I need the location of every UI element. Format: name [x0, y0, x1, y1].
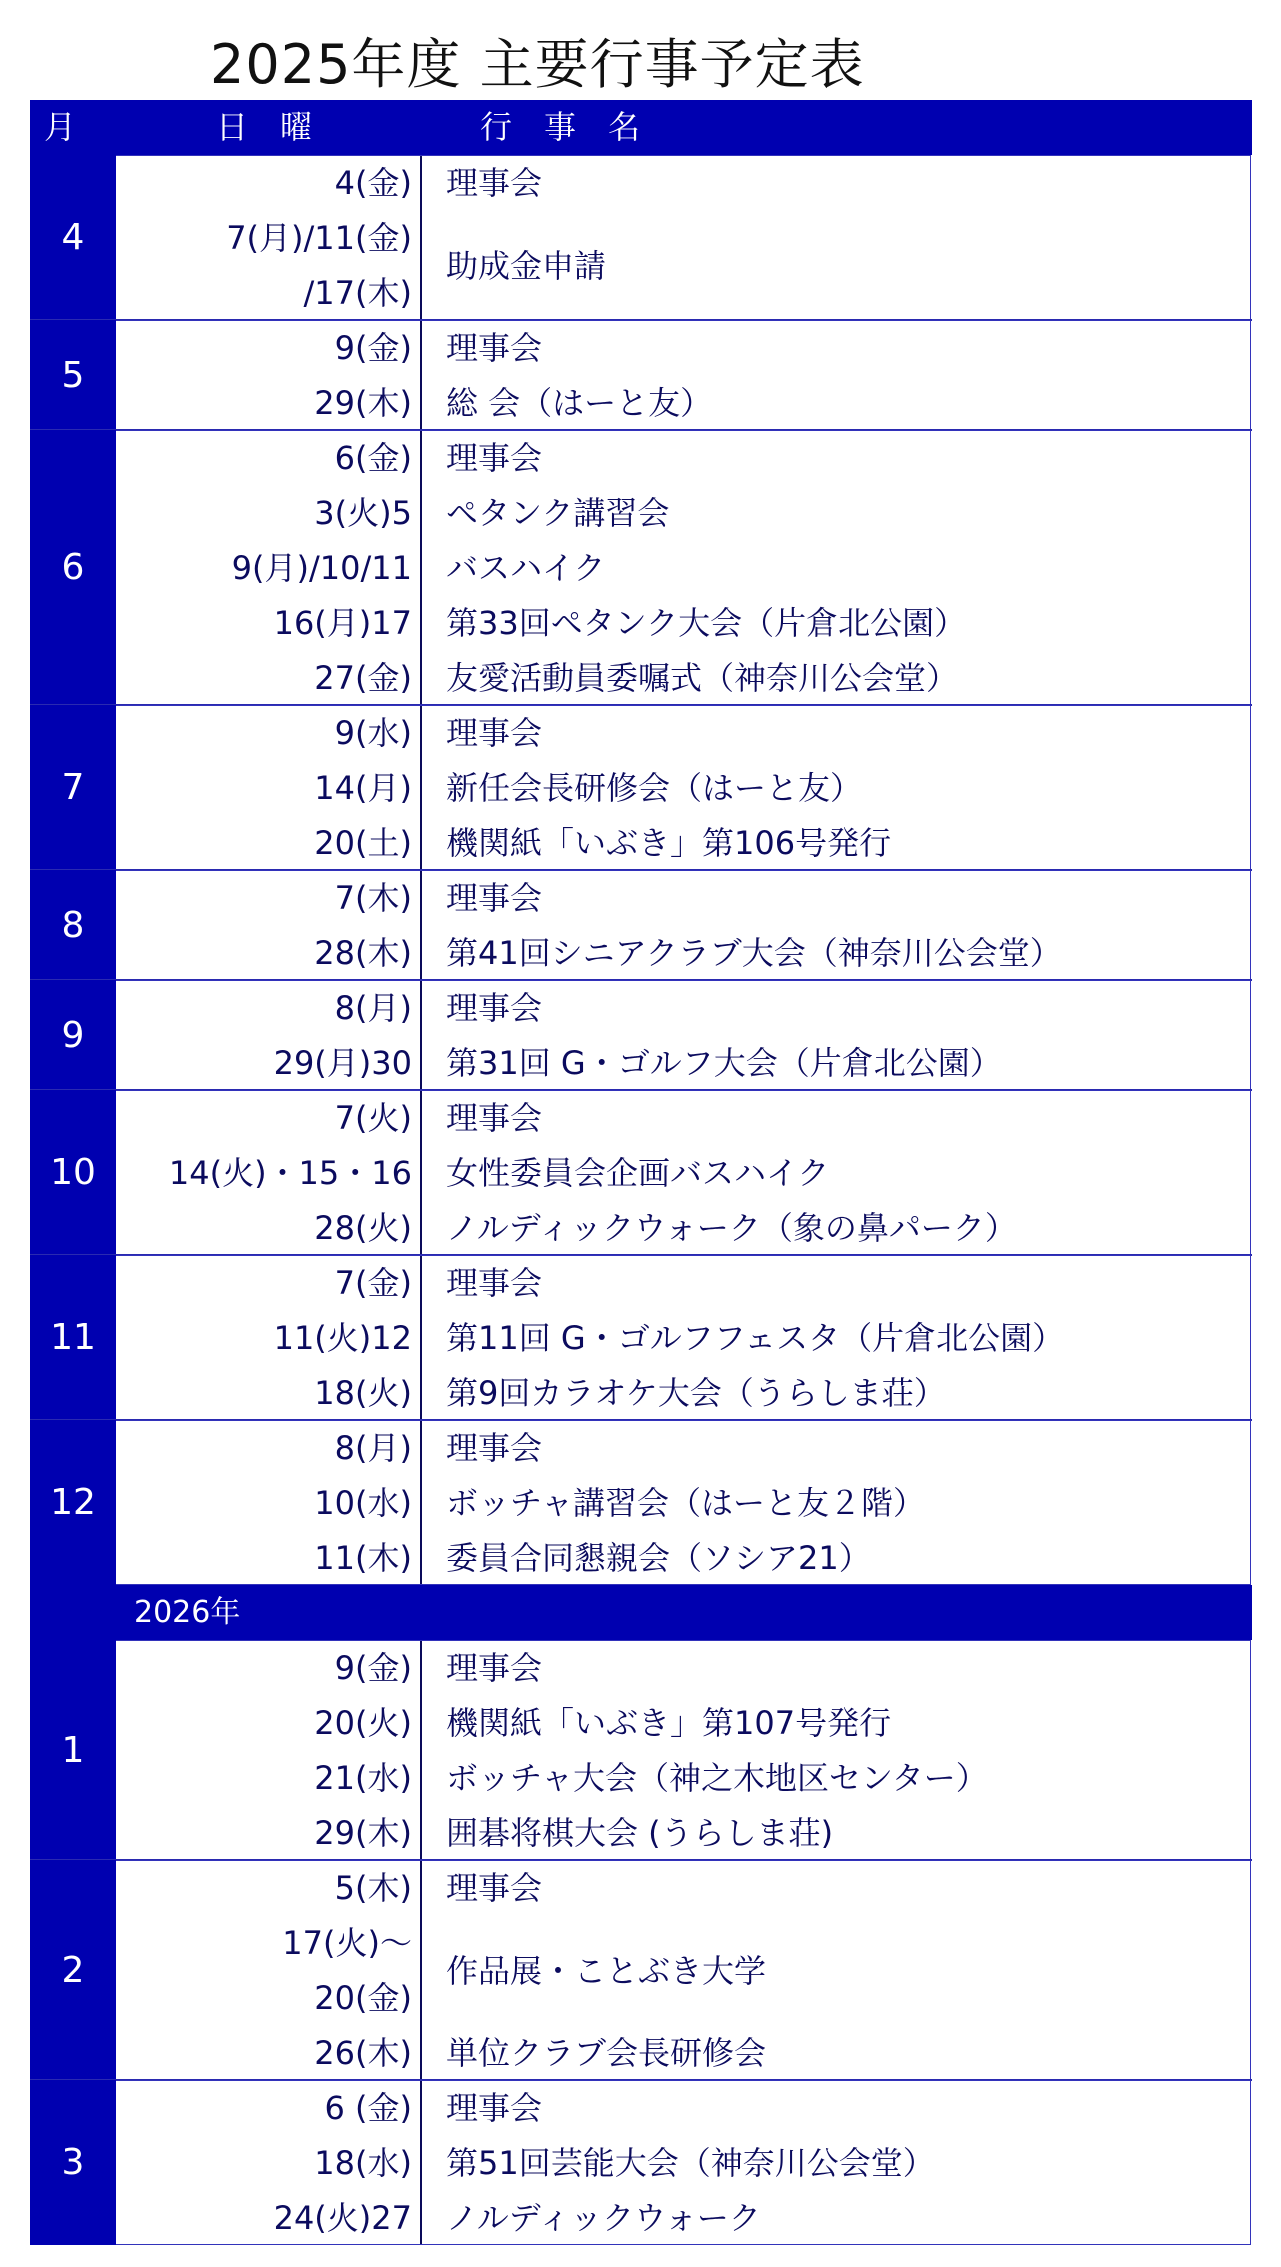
table-row: [116, 1311, 1250, 1366]
month-number: 5: [61, 354, 85, 396]
date-cell: 7(木): [334, 879, 412, 917]
event-cell: 理事会: [446, 439, 543, 477]
table-row: [116, 156, 1250, 211]
month-rows: [116, 870, 1251, 980]
date-cell: 26(木): [314, 2034, 412, 2072]
event-cell: ノルディックウォーク: [446, 2199, 761, 2237]
month-cell: [30, 1860, 116, 2080]
month-cell-spacer: [30, 1585, 116, 1640]
event-cell: 総 会（はーと友）: [446, 384, 713, 422]
month-cell: [30, 705, 116, 870]
date-cell: 7(金): [334, 1264, 412, 1302]
month-number: 3: [61, 2142, 85, 2183]
month-number: 10: [50, 1152, 96, 1193]
table-row: [116, 926, 1250, 981]
month-cell: [30, 1090, 116, 1255]
month-cell: [30, 155, 116, 320]
date-cell: 9(金): [334, 1649, 412, 1687]
table-row: [116, 431, 1250, 486]
event-cell: 新任会長研修会（はーと友）: [446, 769, 863, 807]
event-cell: 理事会: [446, 329, 543, 367]
month-number: 7: [61, 767, 85, 808]
month-block: [30, 2080, 1252, 2245]
month-block: [30, 705, 1252, 870]
month-block: [30, 430, 1252, 705]
month-rows: [116, 155, 1251, 320]
date-cell: 11(火)12: [273, 1319, 412, 1357]
month-block: [30, 980, 1252, 1090]
table-row: [116, 2026, 1250, 2081]
month-rows: [116, 2080, 1251, 2245]
event-cell: 女性委員会企画バスハイク: [446, 1154, 830, 1192]
date-cell: 18(火): [314, 1374, 412, 1412]
table-row: [116, 486, 1250, 541]
table-row: [116, 211, 1250, 266]
table-row: [116, 1861, 1250, 1916]
date-cell: 9(月)/10/11: [231, 549, 412, 587]
table-row: [116, 1036, 1250, 1091]
table-row: [116, 871, 1250, 926]
event-cell: 囲碁将棋大会 (うらしま荘): [446, 1814, 834, 1852]
event-cell: 理事会: [446, 1649, 543, 1687]
month-cell: [30, 980, 116, 1090]
month-rows: [116, 705, 1251, 870]
table-row: [116, 1806, 1250, 1861]
date-cell: 20(火): [314, 1704, 412, 1742]
date-cell: 28(木): [314, 934, 412, 972]
table-header: [30, 100, 1252, 155]
date-cell: 5(木): [334, 1869, 412, 1907]
table-row: [116, 321, 1250, 376]
header-month: 月: [44, 108, 77, 146]
table-row: [116, 761, 1250, 816]
month-cell: [30, 1640, 116, 1860]
month-cell: [30, 430, 116, 705]
table-row: [116, 1751, 1250, 1806]
date-cell: 7(月)/11(金): [226, 219, 412, 257]
date-cell: 6 (金): [324, 2089, 412, 2127]
month-number: 6: [61, 547, 85, 588]
table-row: [116, 1476, 1250, 1531]
month-cell: [30, 870, 116, 980]
table-row: [116, 1146, 1250, 1201]
month-block: [30, 1640, 1252, 1860]
month-cell: [30, 2080, 116, 2245]
event-cell: 理事会: [446, 1099, 543, 1137]
event-cell: 第9回カラオケ大会（うらしま荘）: [446, 1374, 946, 1412]
event-cell-merged: 助成金申請: [446, 247, 607, 285]
table-row: [116, 266, 1250, 321]
date-cell: 10(水): [314, 1484, 412, 1522]
table-row: [116, 1366, 1250, 1421]
month-block: [30, 1420, 1252, 1585]
date-cell: 14(月): [314, 769, 412, 807]
month-number: 9: [61, 1014, 85, 1056]
date-cell: 28(火): [314, 1209, 412, 1247]
table-row: [116, 816, 1250, 871]
date-cell: 6(金): [334, 439, 412, 477]
event-cell: 友愛活動員委嘱式（神奈川公会堂）: [446, 659, 959, 697]
month-number: 8: [61, 904, 85, 946]
month-rows: [116, 320, 1251, 430]
table-row: [116, 2081, 1250, 2136]
date-cell: 17(火)～: [282, 1924, 412, 1962]
month-rows: [116, 980, 1251, 1090]
event-cell: 理事会: [446, 1869, 543, 1907]
date-cell: 7(火): [334, 1099, 412, 1137]
table-row: [116, 541, 1250, 596]
month-rows: [116, 1860, 1251, 2080]
event-cell: 第11回 G・ゴルフフェスタ（片倉北公園）: [446, 1319, 1065, 1357]
month-cell: [30, 1420, 116, 1585]
date-cell: 24(火)27: [273, 2199, 412, 2237]
event-cell: 委員合同懇親会（ソシア21）: [446, 1539, 871, 1577]
month-rows: [116, 1420, 1251, 1585]
table-row: [116, 706, 1250, 761]
month-number: 12: [50, 1482, 96, 1523]
event-cell: 第31回 G・ゴルフ大会（片倉北公園）: [446, 1044, 1002, 1082]
event-cell-merged: 作品展・ことぶき大学: [446, 1952, 767, 1990]
table-row: [116, 1696, 1250, 1751]
table-row: [116, 1256, 1250, 1311]
header-event: 行 事 名: [480, 108, 641, 146]
date-cell: 11(木): [314, 1539, 412, 1577]
event-cell: 理事会: [446, 1429, 543, 1467]
table-row: [116, 1091, 1250, 1146]
header-day: 日 曜: [216, 108, 313, 146]
date-cell: 29(月)30: [273, 1044, 412, 1082]
event-cell: 理事会: [446, 2089, 543, 2127]
table-row: [116, 2136, 1250, 2191]
event-cell: ボッチャ大会（神之木地区センター）: [446, 1759, 988, 1797]
event-cell: 理事会: [446, 879, 543, 917]
table-row: [116, 376, 1250, 431]
month-rows: [116, 1255, 1251, 1420]
month-rows: [116, 1090, 1251, 1255]
event-cell: バスハイク: [446, 549, 606, 587]
table-row: [116, 651, 1250, 706]
month-block: [30, 1860, 1252, 2080]
year-divider: 2026年: [116, 1585, 1252, 1640]
date-cell: 29(木): [314, 384, 412, 422]
date-cell: 18(水): [314, 2144, 412, 2182]
date-cell: 3(火)5: [314, 494, 412, 532]
date-cell: 20(金): [314, 1979, 412, 2017]
page-title: 2025年度 主要行事予定表: [210, 33, 865, 96]
date-cell: 8(月): [334, 989, 412, 1027]
month-number: 11: [50, 1317, 96, 1358]
month-block: [30, 870, 1252, 980]
date-cell: 21(水): [314, 1759, 412, 1797]
event-cell: 第33回ペタンク大会（片倉北公園）: [446, 604, 967, 642]
table-row: [116, 1201, 1250, 1256]
month-number: 2: [61, 1949, 85, 1991]
event-cell: 理事会: [446, 164, 543, 202]
event-cell: 理事会: [446, 989, 543, 1027]
date-cell: 29(木): [314, 1814, 412, 1852]
event-cell: ボッチャ講習会（はーと友２階）: [446, 1484, 926, 1522]
event-cell: 第41回シニアクラブ大会（神奈川公会堂）: [446, 934, 1062, 972]
event-cell: ペタンク講習会: [446, 494, 670, 532]
table-row: [116, 2191, 1250, 2246]
date-cell: 14(火)・15・16: [168, 1154, 412, 1192]
event-cell: 単位クラブ会長研修会: [446, 2034, 767, 2072]
date-cell: 4(金): [334, 164, 412, 202]
month-cell: [30, 320, 116, 430]
month-block: [30, 155, 1252, 320]
date-cell: 8(月): [334, 1429, 412, 1467]
month-cell: [30, 1255, 116, 1420]
table-row: [116, 981, 1250, 1036]
table-row: [116, 1641, 1250, 1696]
month-block: [30, 1090, 1252, 1255]
date-cell: 16(月)17: [273, 604, 412, 642]
date-cell: /17(木): [303, 274, 412, 312]
date-cell: 27(金): [314, 659, 412, 697]
event-cell: ノルディックウォーク（象の鼻パーク）: [446, 1209, 1017, 1247]
month-number: 4: [61, 217, 85, 258]
date-cell: 9(金): [334, 329, 412, 367]
month-rows: [116, 430, 1251, 705]
month-block: [30, 320, 1252, 430]
event-cell: 理事会: [446, 1264, 543, 1302]
date-cell: 9(水): [334, 714, 412, 752]
event-cell: 理事会: [446, 714, 543, 752]
table-row: [116, 1531, 1250, 1586]
event-cell: 第51回芸能大会（神奈川公会堂）: [446, 2144, 935, 2182]
table-row: [116, 596, 1250, 651]
event-cell: 機関紙「いぶき」第106号発行: [446, 824, 892, 862]
date-cell: 20(土): [314, 824, 412, 862]
month-rows: [116, 1640, 1251, 1860]
table-row: [116, 1421, 1250, 1476]
event-cell: 機関紙「いぶき」第107号発行: [446, 1704, 892, 1742]
month-number: 1: [61, 1729, 85, 1771]
month-block: [30, 1255, 1252, 1420]
